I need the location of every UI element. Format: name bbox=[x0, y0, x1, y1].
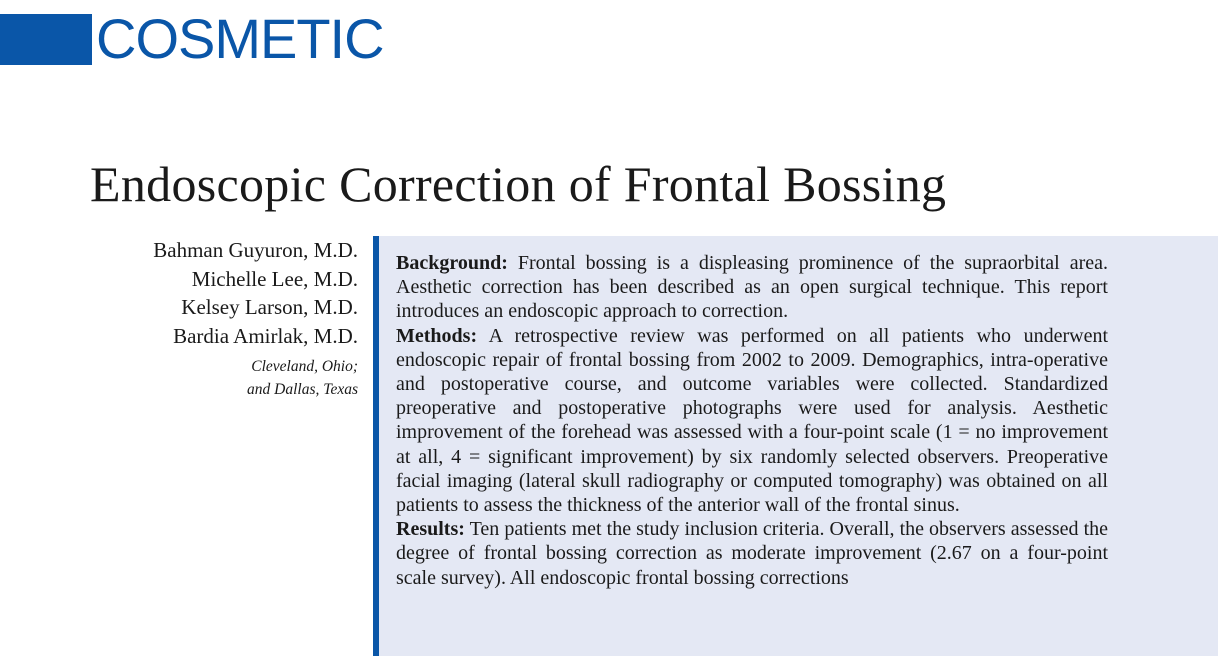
affiliation-line: Cleveland, Ohio; bbox=[251, 358, 358, 375]
abstract-box bbox=[373, 236, 1218, 656]
author-name: Michelle Lee, M.D. bbox=[191, 266, 358, 291]
affiliation-line: and Dallas, Texas bbox=[247, 381, 358, 398]
affiliation bbox=[247, 355, 358, 401]
author-name: Kelsey Larson, M.D. bbox=[181, 295, 358, 319]
author-name: Bahman Guyuron, M.D. bbox=[153, 238, 358, 262]
abstract-results bbox=[396, 517, 1108, 590]
methods-text: A retrospective review was performed on all patients who underwent endoscopic repair of frontal bossing from 2002 to 2009. Demographics, intra-operative and postoperative course, and outcome variables were collected. Standardized preoperative and postoperative photographs were used for analysis. Aesthetic improvement of the forehead was assessed with a four-point scale (1 = no improvement at all, 4 = significant improvement) by six randomly selected observers. Preoperative facial imaging (lateral skull radiography or computed tomography) was obtained on all patients to assess the thickness of the anterior wall of the frontal sinus. bbox=[396, 324, 1108, 517]
section-label: COSMETIC bbox=[96, 7, 384, 70]
background-text: Frontal bossing is a displeasing prominence of the supraorbital area. Aesthetic correction has been described as an open surgical technique. This report introduces an endoscopic approach to correction. bbox=[396, 252, 1108, 323]
background-label: Background: bbox=[396, 252, 508, 274]
article-title: Endoscopic Correction of Frontal Bossing bbox=[90, 156, 947, 212]
methods-label: Methods: bbox=[396, 324, 478, 347]
abstract-background bbox=[396, 251, 1108, 324]
results-text: Ten patients met the study inclusion criteria. Overall, the observers assessed the degree of frontal bossing correction as moderate improvement (2.67 on a four-point scale survey). All endoscopic frontal bossing corrections bbox=[396, 518, 1108, 589]
author-name: Bardia Amirlak, M.D. bbox=[173, 323, 358, 348]
abstract-methods bbox=[396, 324, 1108, 518]
abstract-text bbox=[396, 251, 1108, 590]
author-list bbox=[153, 236, 358, 350]
section-color-bar bbox=[0, 14, 92, 65]
results-label: Results: bbox=[396, 518, 465, 541]
